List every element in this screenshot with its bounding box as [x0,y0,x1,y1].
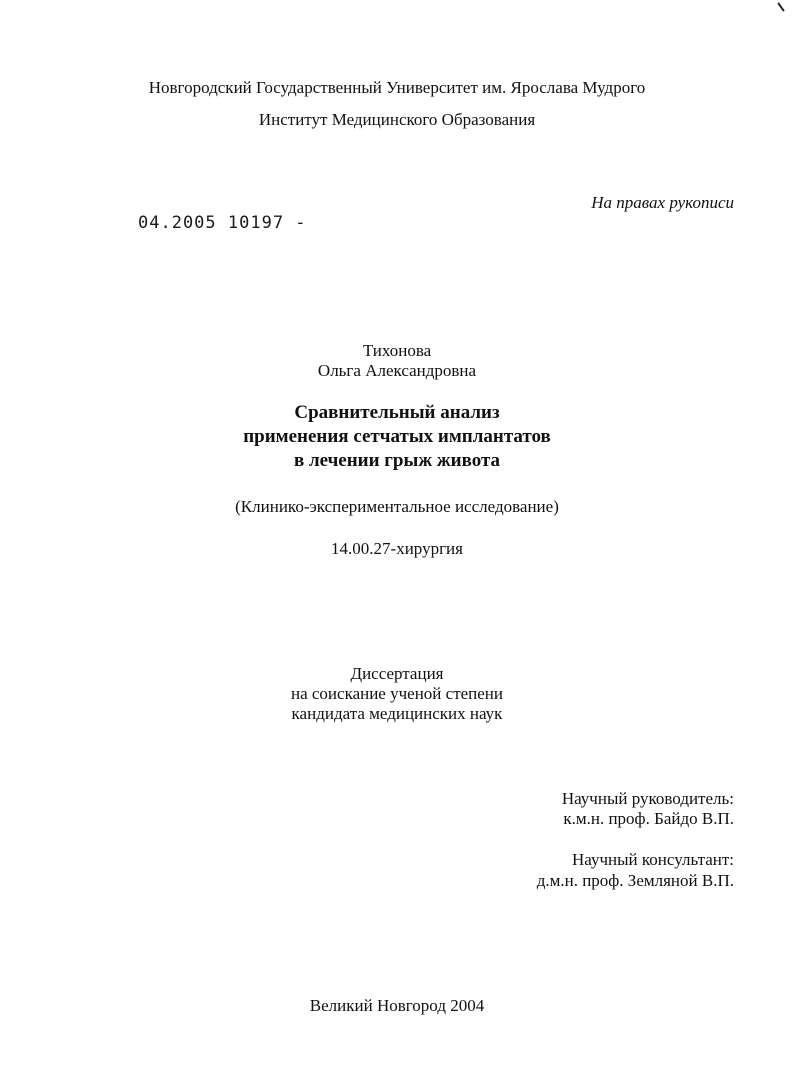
institute-name: Институт Медицинского Образования [258,110,536,129]
manuscript-note: На правах рукописи [591,193,734,212]
author-given-names: Ольга Александровна [317,361,477,380]
supervisor-label: Научный руководитель: [561,789,734,808]
title-line-3: в лечении грыж живота [293,450,501,471]
title-line-2: применения сетчатых имплантатов [243,426,551,447]
degree-line-2: на соискание ученой степени [290,684,504,703]
specialty-code: 14.00.27-хирургия [331,539,463,558]
registration-stamp-number: 04.2005 10197 - [138,213,307,233]
university-name: Новгородский Государственный Университет им. Ярослава Мудрого [148,78,646,97]
degree-line-1: Диссертация [350,664,444,683]
study-type-subtitle: (Клинико-экспериментальное исследование) [235,497,559,516]
degree-line-3: кандидата медицинских наук [291,704,503,723]
place-and-year: Великий Новгород 2004 [309,996,485,1015]
title-line-1: Сравнительный анализ [294,402,500,423]
scan-mark [777,2,784,11]
author-surname: Тихонова [362,341,432,360]
supervisor-name: к.м.н. проф. Байдо В.П. [563,809,734,828]
consultant-name: д.м.н. проф. Земляной В.П. [536,871,734,890]
consultant-label: Научный консультант: [572,850,734,869]
